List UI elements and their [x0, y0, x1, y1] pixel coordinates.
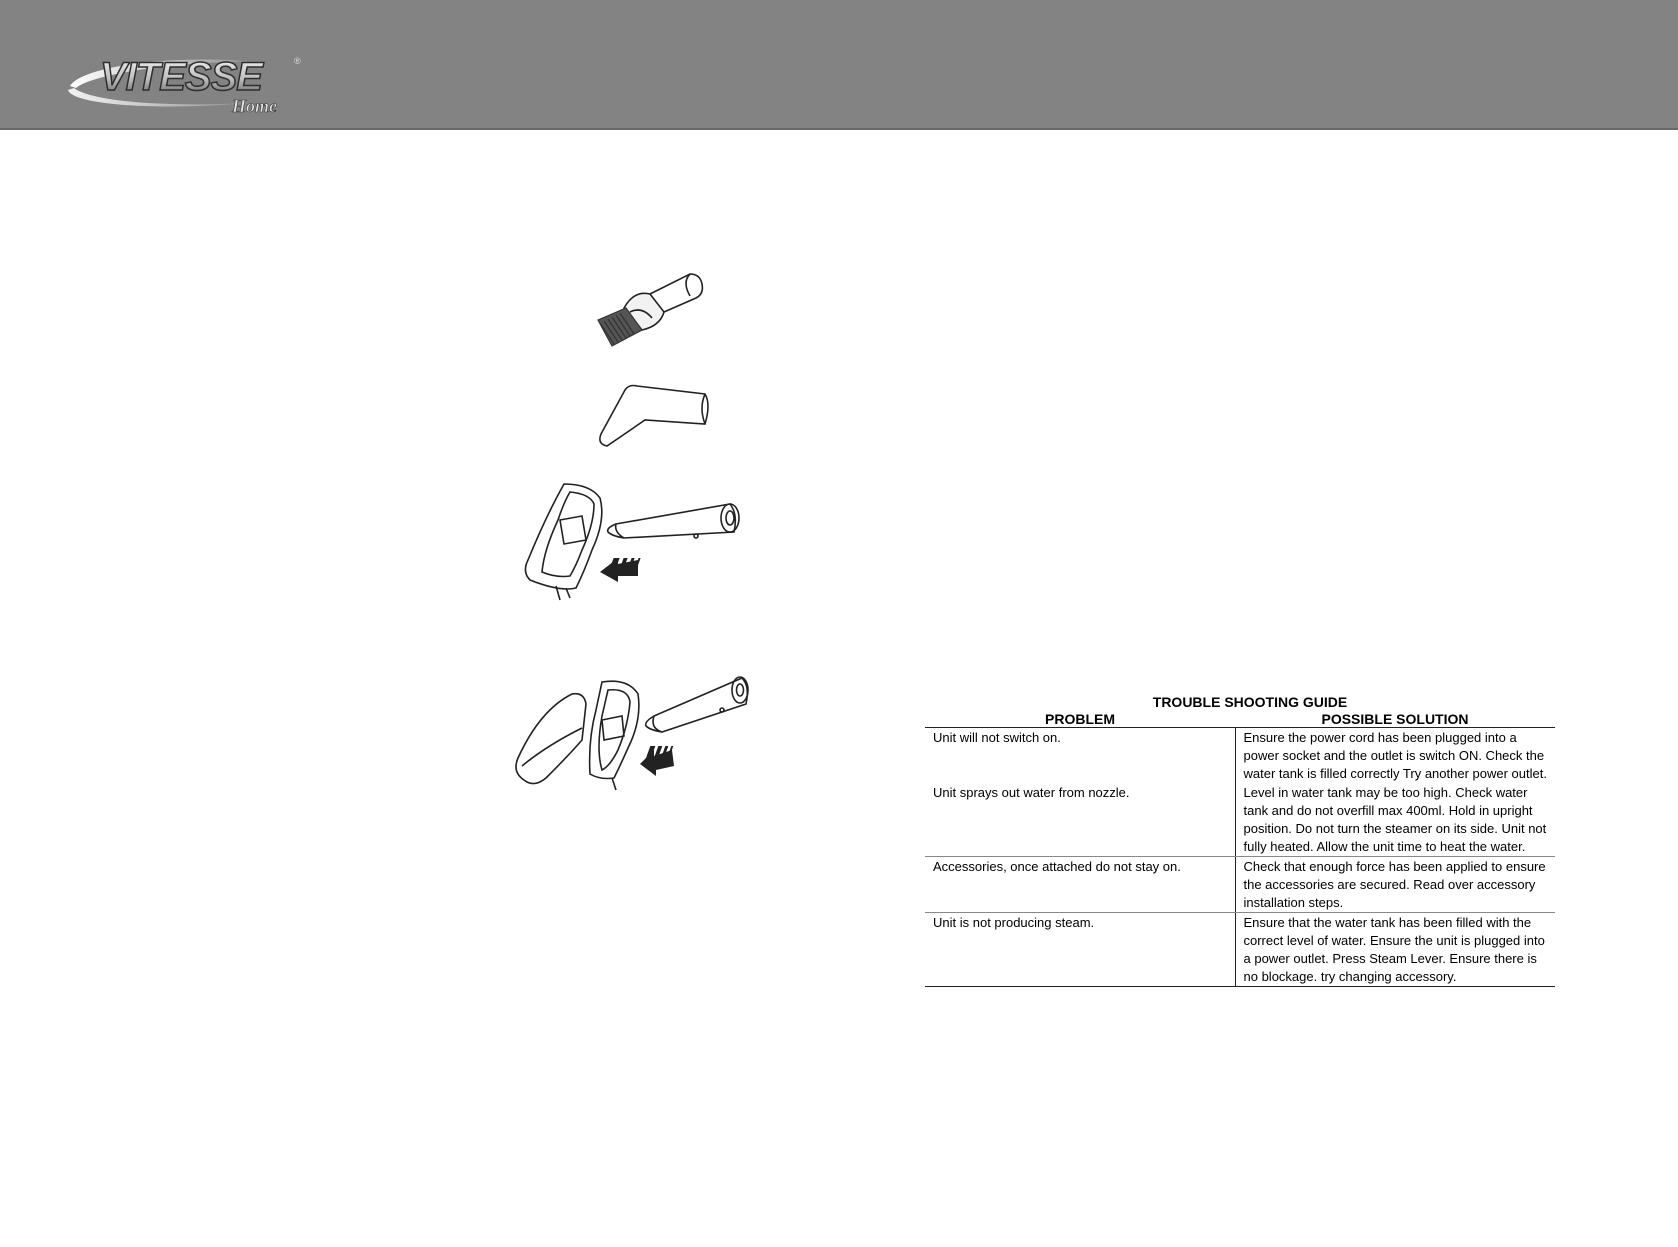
table-row [925, 913, 1555, 987]
table-row [925, 728, 1555, 784]
angled-nozzle-illustration [595, 380, 715, 448]
solution-cell: Check that enough force has been applied to ensure the accessories are secured. Read over accessory installation steps. [1235, 857, 1555, 913]
header-solution: POSSIBLE SOLUTION [1235, 710, 1555, 728]
page-header [0, 0, 1678, 130]
solution-cell: Ensure the power cord has been plugged into a power socket and the outlet is switch ON. Check the water tank is filled correctly Try another power outlet. [1243, 730, 1547, 781]
header-problem: PROBLEM [925, 710, 1235, 728]
problem-cell: Unit is not producing steam. [925, 913, 1235, 987]
vitesse-home-logo [62, 44, 312, 124]
svg-text:Home: Home [232, 96, 277, 116]
svg-text:®: ® [294, 56, 301, 66]
svg-text:VITESSE: VITESSE [100, 55, 262, 99]
table-row [925, 783, 1555, 857]
brush-attachment-illustration [590, 268, 720, 368]
solution-cell: Level in water tank may be too high. Check water tank and do not overfill max 400ml. Hold in upright position. Do not turn the steamer on its side. Unit not fully heated. Allow the unit time to heat the water. [1235, 783, 1555, 857]
trouble-shooting-guide [925, 694, 1555, 987]
problem-cell: Unit will not switch on. [925, 728, 1235, 784]
problem-cell: Accessories, once attached do not stay on. [925, 857, 1235, 913]
nozzle-pad-holder-illustration [520, 480, 745, 605]
trouble-shooting-table [925, 710, 1555, 987]
problem-cell: Unit sprays out water from nozzle. [925, 783, 1235, 857]
pad-cover-illustration [510, 670, 760, 800]
table-row [925, 857, 1555, 913]
solution-cell: Ensure that the water tank has been filled with the correct level of water. Ensure the unit is plugged into a power outlet. Press Steam Lever. Ensure there is no blockage. try changing accessory. [1235, 913, 1555, 987]
guide-title: TROUBLE SHOOTING GUIDE [1152, 694, 1348, 710]
